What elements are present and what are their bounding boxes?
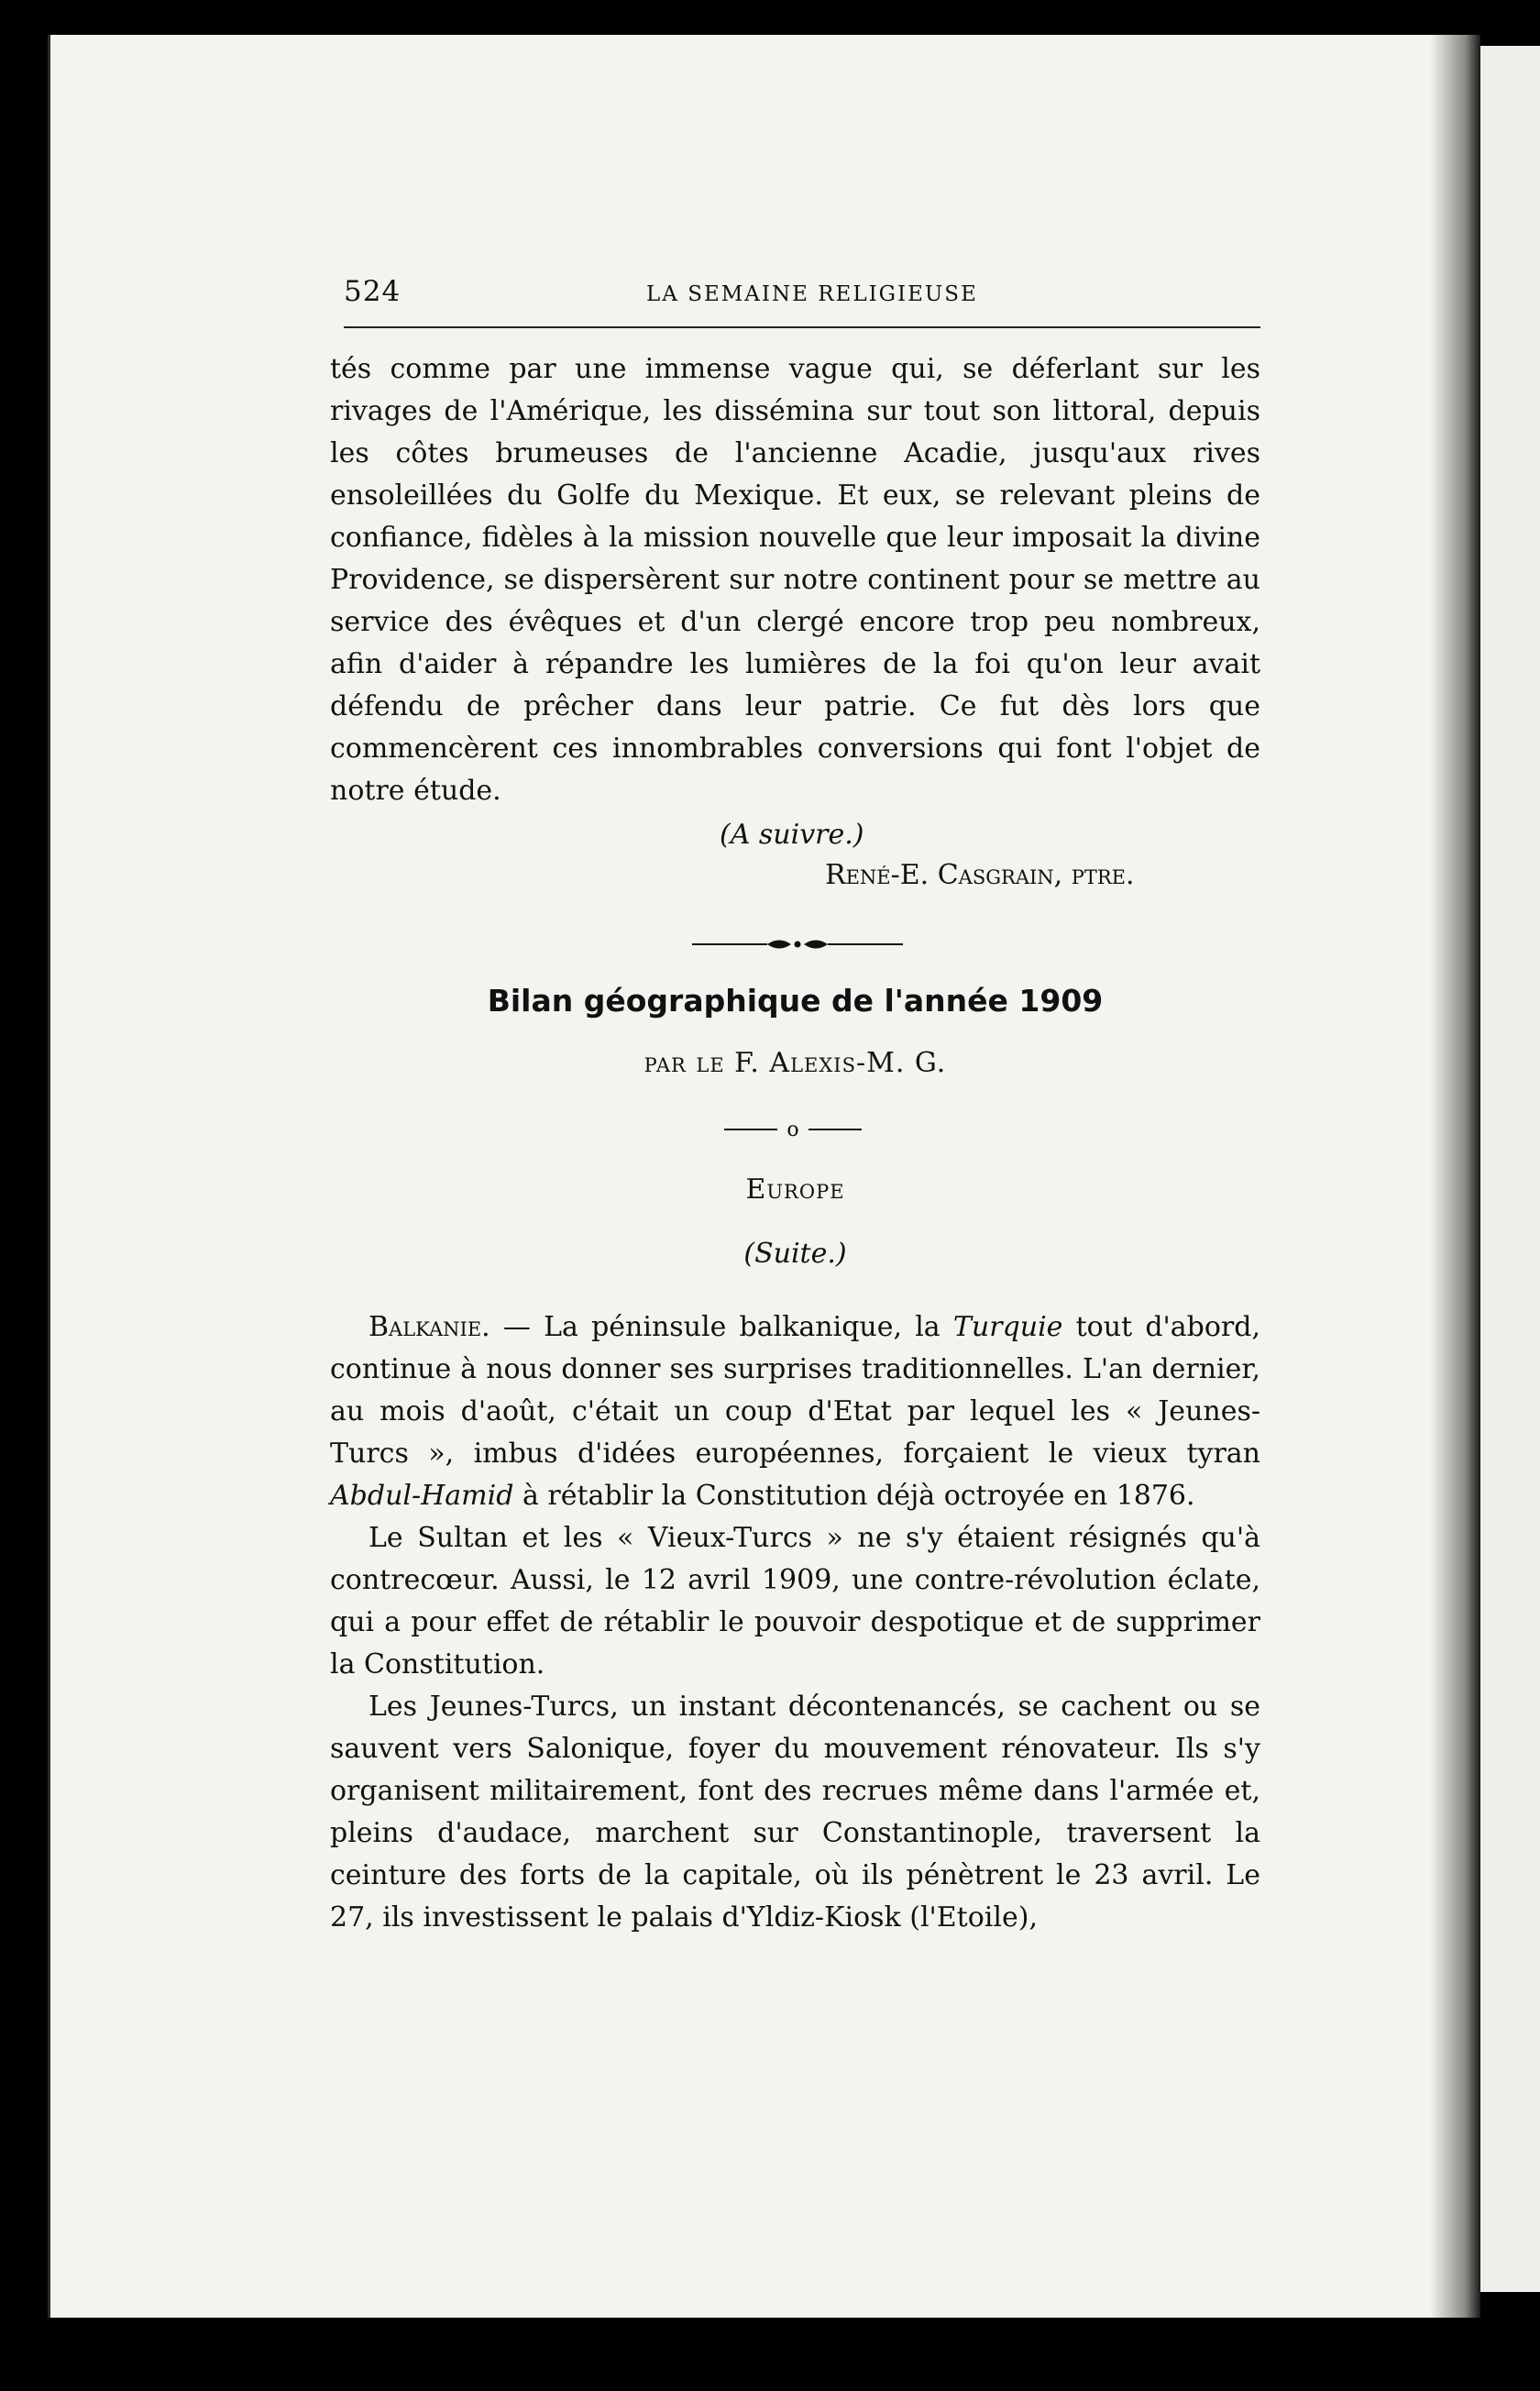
article-byline: par le F. Alexis-M. G. — [644, 1047, 947, 1079]
to-be-continued-note: (A suivre.) — [720, 819, 864, 851]
small-divider — [724, 1114, 862, 1141]
section-heading: Europe — [745, 1173, 845, 1206]
running-header — [344, 275, 1260, 330]
paragraph-lead: Balkanie. — [368, 1311, 490, 1343]
gutter-shadow — [1430, 35, 1480, 2318]
body-paragraph — [330, 1306, 1260, 1517]
paragraph-text: tout d'abord, continue à nous donner ses surprises traditionnelles. L'an dernier, au mois d'août, c'était un coup d'Etat par lequel les « Jeunes-Turcs », imbus d'idées européennes, forçaient le vieux tyran — [330, 1311, 1260, 1470]
continued-article-text — [330, 348, 1260, 812]
adjacent-page-edge — [1480, 46, 1540, 2292]
header-rule — [344, 326, 1260, 328]
journal-title: LA SEMAINE RELIGIEUSE — [646, 282, 978, 306]
ornament-divider — [692, 931, 903, 958]
paragraph-italic: Turquie — [952, 1311, 1063, 1343]
paragraph-italic: Abdul-Hamid — [330, 1480, 514, 1512]
section-note: (Suite.) — [743, 1238, 847, 1270]
paragraph-text: — La péninsule balkanique, la — [490, 1311, 953, 1343]
body-paragraph: Les Jeunes-Turcs, un instant décontenancés, se cachent ou se sauvent vers Salonique, foyer du mouvement rénovateur. Ils s'y organisent militairement, font des recrues même dans l'armée et, pleins d'audace, marchent sur Constantinople, traversent la ceinture des forts de la capitale, où ils pénètrent le 23 avril. Le 27, ils investissent le palais d'Yldiz-Kiosk (l'Etoile), — [330, 1691, 1260, 1934]
body-paragraph: Le Sultan et les « Vieux-Turcs » ne s'y étaient résignés qu'à contrecœur. Aussi, le 12 avril 1909, une contre-révolution éclate, qui a pour effet de rétablir le pouvoir despotique et de supprimer la Constitution. — [330, 1522, 1260, 1680]
author-signature: René-E. Casgrain, ptre. — [825, 859, 1135, 891]
article-title: Bilan géographique de l'année 1909 — [487, 983, 1104, 1019]
continued-paragraph: tés comme par une immense vague qui, se déferlant sur les rivages de l'Amérique, les dissémina sur tout son littoral, depuis les côtes brumeuses de l'ancienne Acadie, jusqu'aux rives ensoleillées du Golfe du Mexique. Et eux, se relevant pleins de confiance, fidèles à la mission nouvelle que leur imposait la divine Providence, se dispersèrent sur notre continent pour se mettre au service des évêques et d'un clergé encore trop peu nombreux, afin d'aider à répandre les lumières de la foi qu'on leur avait défendu de prêcher dans leur patrie. Ce fut dès lors que commencèrent ces innombrables conversions qui font l'objet de notre étude. — [330, 353, 1260, 807]
small-divider-mark: o — [786, 1118, 799, 1141]
paragraph-text: à rétablir la Constitution déjà octroyée en 1876. — [513, 1480, 1195, 1512]
article-body — [330, 1306, 1260, 1939]
page-number: 524 — [344, 275, 402, 308]
